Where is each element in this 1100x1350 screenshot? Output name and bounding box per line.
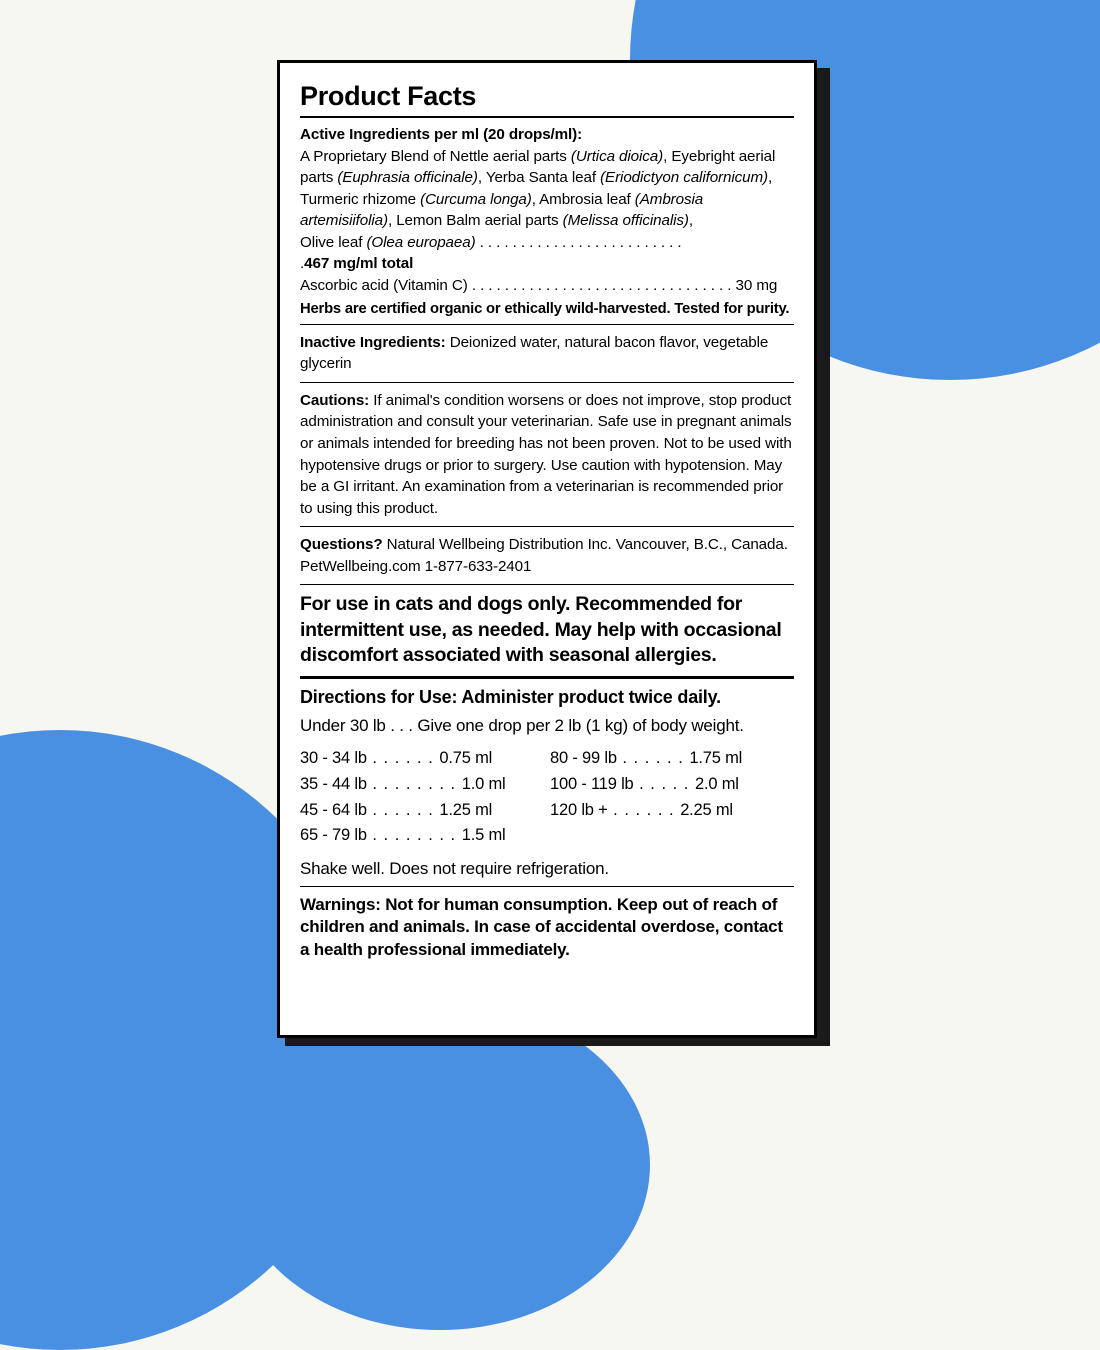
- dose-amount: 1.5 ml: [461, 826, 506, 845]
- active-ingredients-heading: Active Ingredients per ml (20 drops/ml):: [300, 126, 583, 143]
- blend-text-2: , Eyebright aerial parts: [300, 147, 776, 187]
- divider-before-questions: [300, 526, 794, 527]
- questions-heading: Questions?: [300, 536, 383, 554]
- blend-text-3: , Yerba Santa leaf: [477, 169, 601, 187]
- questions-company: Natural Wellbeing Distribution Inc. Vancouver, B.C., Canada.: [382, 536, 788, 554]
- olive-leaf-amount: 467 mg/ml total: [304, 255, 414, 273]
- warnings-heading: Warnings:: [300, 894, 381, 914]
- blend-text-4: , Turmeric rhizome: [300, 169, 773, 208]
- questions-contact[interactable]: PetWellbeing.com 1-877-633-2401: [300, 557, 532, 575]
- decorative-blob-bottom-center: [230, 1000, 650, 1330]
- blend-latin-1: (Urtica dioica): [570, 147, 664, 165]
- table-row: [300, 798, 550, 824]
- table-row: [550, 772, 794, 798]
- dose-range: 65 - 79 lb: [300, 826, 367, 845]
- table-row: [550, 746, 794, 772]
- ascorbic-acid-label: Ascorbic acid (Vitamin C): [300, 277, 468, 295]
- table-row: [550, 798, 794, 824]
- dose-dots: . . . . . .: [366, 800, 440, 819]
- dose-dots: . . . . . . . .: [366, 826, 462, 845]
- blend-text-1: A Proprietary Blend of Nettle aerial parts: [300, 147, 571, 165]
- shake-well-note: Shake well. Does not require refrigeration.: [300, 858, 609, 878]
- dosing-column-left: [300, 746, 550, 848]
- ascorbic-acid-dots: . . . . . . . . . . . . . . . . . . . . . . . . . . . . . . . .: [467, 277, 736, 295]
- ascorbic-acid-row: [300, 275, 794, 297]
- table-row: [300, 823, 550, 849]
- divider-under-title: [300, 116, 794, 118]
- divider-before-inactive: [300, 324, 794, 325]
- blend-latin-4: (Curcuma longa): [420, 190, 532, 208]
- dose-range: 45 - 64 lb: [300, 800, 367, 819]
- directions-title: Directions for Use: Administer product twice daily.: [300, 687, 721, 708]
- blend-text-5: , Ambrosia leaf: [531, 190, 635, 208]
- olive-leaf-latin: (Olea europaea): [366, 233, 476, 251]
- inactive-ingredients-section: [300, 332, 794, 375]
- table-row: [300, 772, 550, 798]
- olive-leaf-dots: . . . . . . . . . . . . . . . . . . . . . . . . . .: [300, 233, 682, 273]
- blend-latin-3: (Eriodictyon californicum): [600, 169, 768, 187]
- under-30-text: Give one drop per 2 lb (1 kg) of body weight.: [412, 716, 744, 736]
- active-ingredients-blend: [300, 146, 794, 232]
- olive-leaf-label: Olive leaf: [300, 233, 367, 251]
- blend-latin-5: (Ambrosia artemisiifolia): [300, 190, 704, 230]
- usage-callout: For use in cats and dogs only. Recommended for intermittent use, as needed. May help with occasional discomfort associated with seasonal allergies.: [300, 593, 782, 667]
- dose-amount: 1.75 ml: [689, 749, 743, 768]
- blend-text-7: ,: [688, 212, 693, 230]
- inactive-ingredients-text: Deionized water, natural bacon flavor, vegetable glycerin: [300, 333, 769, 373]
- dose-dots: . . . . . .: [366, 749, 440, 768]
- divider-before-callout: [300, 584, 794, 585]
- warnings-section: [300, 894, 794, 961]
- purity-note: Herbs are certified organic or ethically wild-harvested. Tested for purity.: [300, 300, 790, 317]
- directions-under-30: [300, 716, 794, 736]
- inactive-ingredients-heading: Inactive Ingredients:: [300, 333, 446, 351]
- dose-dots: . . . . . .: [616, 749, 690, 768]
- dose-dots: . . . . . .: [607, 800, 681, 819]
- dose-dots: . . . . . . . .: [366, 775, 462, 793]
- dosing-table: [300, 746, 794, 848]
- dose-range: 100 - 119 lb: [550, 775, 634, 793]
- dose-amount: 2.25 ml: [680, 800, 733, 819]
- dose-range: 80 - 99 lb: [550, 749, 617, 768]
- questions-section: [300, 534, 794, 577]
- dose-amount: 2.0 ml: [694, 775, 739, 793]
- dose-amount: 1.0 ml: [461, 775, 506, 793]
- cautions-text: If animal's condition worsens or does not improve, stop product administration and consult your veterinarian. Safe use in pregnant animals or animals intended for breeding has not been proven. Not to be used with hypotensive drugs or prior to surgery. Use caution with hypotension. May be a GI irritant. An examination from a veterinarian is recommended prior to using this product.: [300, 391, 792, 517]
- olive-leaf-row: [300, 232, 794, 275]
- table-row: [300, 746, 550, 772]
- blend-latin-6: (Melissa officinalis): [562, 212, 689, 230]
- dose-amount: 0.75 ml: [439, 749, 493, 768]
- divider-before-directions: [300, 676, 794, 679]
- dose-range: 35 - 44 lb: [300, 775, 367, 793]
- dose-dots: . . . . .: [633, 775, 695, 793]
- dosing-column-right: [550, 746, 794, 848]
- product-facts-label: [277, 60, 817, 1038]
- cautions-section: [300, 390, 794, 519]
- dose-range: 120 lb +: [550, 800, 608, 819]
- blend-text-6: , Lemon Balm aerial parts: [387, 212, 563, 230]
- warnings-text: Not for human consumption. Keep out of reach of children and animals. In case of accidental overdose, contact a health professional immediately.: [300, 894, 783, 959]
- active-ingredients-section: [300, 124, 794, 297]
- blend-latin-2: (Euphrasia officinale): [337, 169, 478, 187]
- dose-range: 30 - 34 lb: [300, 749, 367, 768]
- divider-before-cautions: [300, 382, 794, 383]
- page-title: Product Facts: [300, 81, 477, 111]
- dose-amount: 1.25 ml: [439, 800, 493, 819]
- cautions-heading: Cautions:: [300, 391, 370, 409]
- under-30-label: Under 30 lb . . .: [300, 716, 413, 736]
- divider-before-warnings: [300, 886, 794, 887]
- ascorbic-acid-amount: 30 mg: [735, 277, 778, 295]
